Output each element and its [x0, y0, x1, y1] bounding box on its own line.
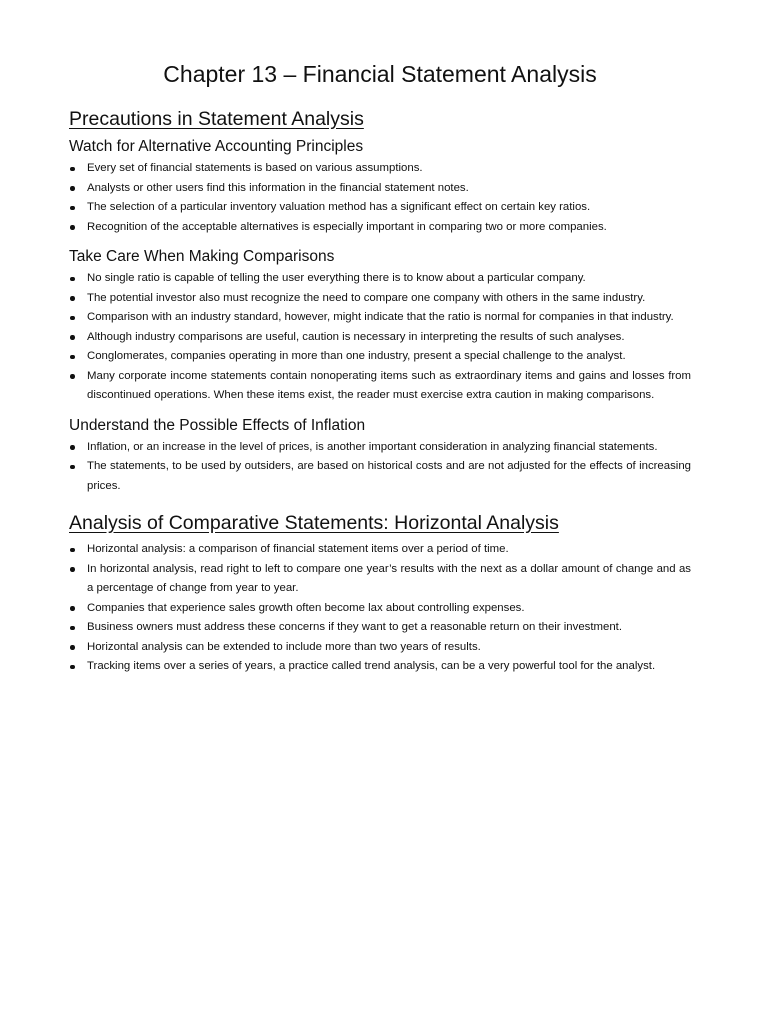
- subheading-inflation: Understand the Possible Effects of Inflation: [69, 416, 366, 434]
- list-item: Every set of financial statements is based on various assumptions.: [69, 159, 691, 179]
- bullet-icon: [70, 167, 75, 172]
- list-item: Inflation, or an increase in the level of prices, is another important consideration in analyzing financial statements.: [69, 438, 691, 458]
- list-item: Conglomerates, companies operating in more than one industry, present a special challenge to the analyst.: [69, 347, 691, 367]
- section-heading-precautions: Precautions in Statement Analysis: [69, 108, 364, 130]
- list-item: In horizontal analysis, read right to left to compare one year’s results with the next as a dollar amount of change and as a percentage of change from year to year.: [69, 560, 691, 599]
- list-item: Comparison with an industry standard, however, might indicate that the ratio is normal for companies in that industry.: [69, 308, 691, 328]
- list-item: The potential investor also must recognize the need to compare one company with others in the same industry.: [69, 289, 691, 309]
- bullet-list-inflation: [69, 438, 691, 497]
- bullet-icon: [70, 277, 75, 282]
- list-item: Horizontal analysis: a comparison of financial statement items over a period of time.: [69, 540, 691, 560]
- bullet-list-accounting-principles: [69, 159, 691, 237]
- document-page: [69, 56, 691, 677]
- list-item: Business owners must address these concerns if they want to get a reasonable return on their investment.: [69, 618, 691, 638]
- page-title: Chapter 13 – Financial Statement Analysis: [163, 61, 597, 87]
- bullet-icon: [70, 206, 75, 211]
- list-item: Although industry comparisons are useful, caution is necessary in interpreting the results of such analyses.: [69, 328, 691, 348]
- bullet-list-horizontal-analysis: [69, 540, 691, 677]
- bullet-icon: [70, 445, 75, 450]
- subheading-comparisons: Take Care When Making Comparisons: [69, 248, 335, 265]
- bullet-list-comparisons: [69, 269, 691, 406]
- list-item: Horizontal analysis can be extended to include more than two years of results.: [69, 638, 691, 658]
- bullet-icon: [70, 296, 75, 301]
- bullet-icon: [70, 355, 75, 360]
- subheading-accounting-principles: Watch for Alternative Accounting Principles: [69, 138, 364, 155]
- list-item: Recognition of the acceptable alternatives is especially important in comparing two or more companies.: [69, 218, 691, 238]
- bullet-icon: [70, 316, 75, 321]
- bullet-icon: [70, 626, 75, 631]
- list-item: Analysts or other users find this information in the financial statement notes.: [69, 179, 691, 199]
- list-item: Many corporate income statements contain nonoperating items such as extraordinary items and gains and losses from discontinued operations. When these items exist, the reader must exercise extra caution in making comparisons.: [69, 367, 691, 406]
- bullet-icon: [70, 567, 75, 572]
- bullet-icon: [70, 465, 75, 470]
- list-item: No single ratio is capable of telling the user everything there is to know about a particular company.: [69, 269, 691, 289]
- bullet-icon: [70, 665, 75, 670]
- bullet-icon: [70, 225, 75, 230]
- bullet-icon: [70, 186, 75, 191]
- bullet-icon: [70, 645, 75, 650]
- section-heading-horizontal-analysis: Analysis of Comparative Statements: Horizontal Analysis: [69, 512, 559, 534]
- bullet-icon: [70, 548, 75, 553]
- list-item: Tracking items over a series of years, a practice called trend analysis, can be a very powerful tool for the analyst.: [69, 657, 691, 677]
- list-item: The statements, to be used by outsiders, are based on historical costs and are not adjusted for the effects of increasing prices.: [69, 457, 691, 496]
- bullet-icon: [70, 335, 75, 340]
- list-item: The selection of a particular inventory valuation method has a significant effect on certain key ratios.: [69, 198, 691, 218]
- list-item: Companies that experience sales growth often become lax about controlling expenses.: [69, 599, 691, 619]
- bullet-icon: [70, 374, 75, 379]
- bullet-icon: [70, 606, 75, 611]
